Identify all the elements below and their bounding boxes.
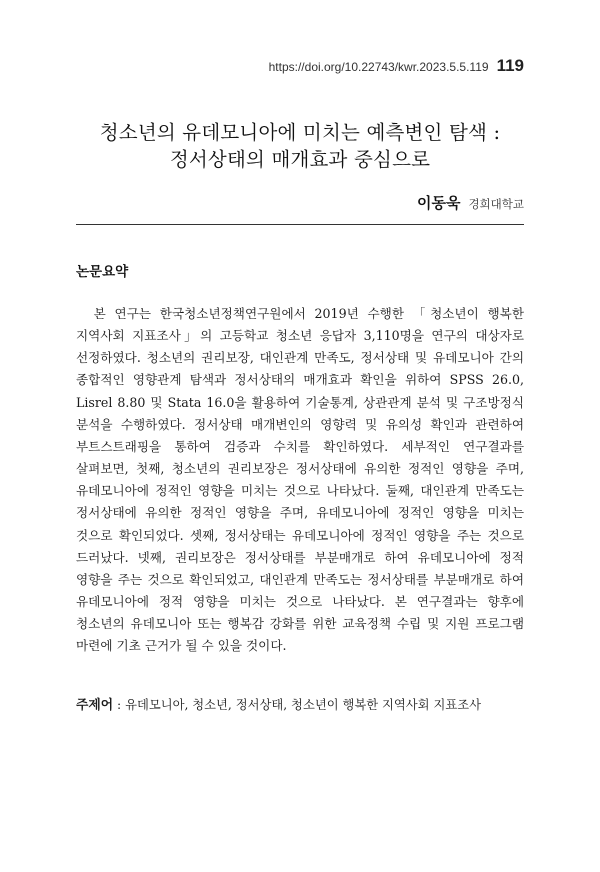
title-divider <box>76 224 524 225</box>
abstract-body: 본 연구는 한국청소년정책연구원에서 2019년 수행한 「청소년이 행복한 지역사회 지표조사」의 고등학교 청소년 응답자 3,110명을 연구의 대상자로 선정하였다. 청소년의 권리보장, 대인관계 만족도, 정서상태 및 유데모니아 간의 종합적인 영향관계 탐색과 정서상태의 매개효과 확인을 위하여 SPSS 26.0, Lisrel 8.80 및 Stata 16.0을 활용하여 기술통계, 상관관계 분석 및 구조방정식 분석을 수행하였다. 정서상태 매개변인의 영향력 및 유의성 확인과 관련하여 부트스트래핑을 통하여 검증과 수치를 확인하였다. 세부적인 연구결과를 살펴보면, 첫째, 청소년의 권리보장은 정서상태에 유의한 정적인 영향을 주며, 유데모니아에 정적인 영향을 미치는 것으로 나타났다. 둘째, 대인관계 만족도는 정서상태에 유의한 정적인 영향을 주며, 유데모니아에 정적인 영향을 미치는 것으로 확인되었다. 셋째, 정서상태는 유데모니아에 정적인 영향을 주는 것으로 드러났다. 넷째, 권리보장은 정서상태를 부분매개로 하여 유데모니아에 정적 영향을 주는 것으로 확인되었고, 대인관계 만족도는 정서상태를 부분매개로 하여 유데모니아에 정적 영향을 미치는 것으로 나타났다. 본 연구결과는 향후에 청소년의 유데모니아 또는 행복감 강화를 위한 교육정책 수립 및 지원 프로그램 마련에 기초 근거가 될 수 있을 것이다. <box>76 306 524 654</box>
paper-title: 청소년의 유데모니아에 미치는 예측변인 탐색 : <box>99 121 501 144</box>
keywords-line <box>76 694 546 713</box>
page-number: 119 <box>496 56 524 75</box>
keywords-list: 유데모니아, 청소년, 정서상태, 청소년이 행복한 지역사회 지표조사 <box>125 698 481 712</box>
keywords-separator: : <box>113 698 126 712</box>
author-name: 이동욱 <box>416 194 461 212</box>
paper-subtitle: 정서상태의 매개효과 중심으로 <box>169 148 431 171</box>
page-header <box>269 56 524 76</box>
author-affiliation: 경희대학교 <box>468 197 524 211</box>
keywords-label: 주제어 <box>76 698 114 713</box>
author-line <box>417 192 524 213</box>
abstract-heading: 논문요약 <box>76 264 129 280</box>
doi-link[interactable]: https://doi.org/10.22743/kwr.2023.5.5.119 <box>268 60 489 74</box>
